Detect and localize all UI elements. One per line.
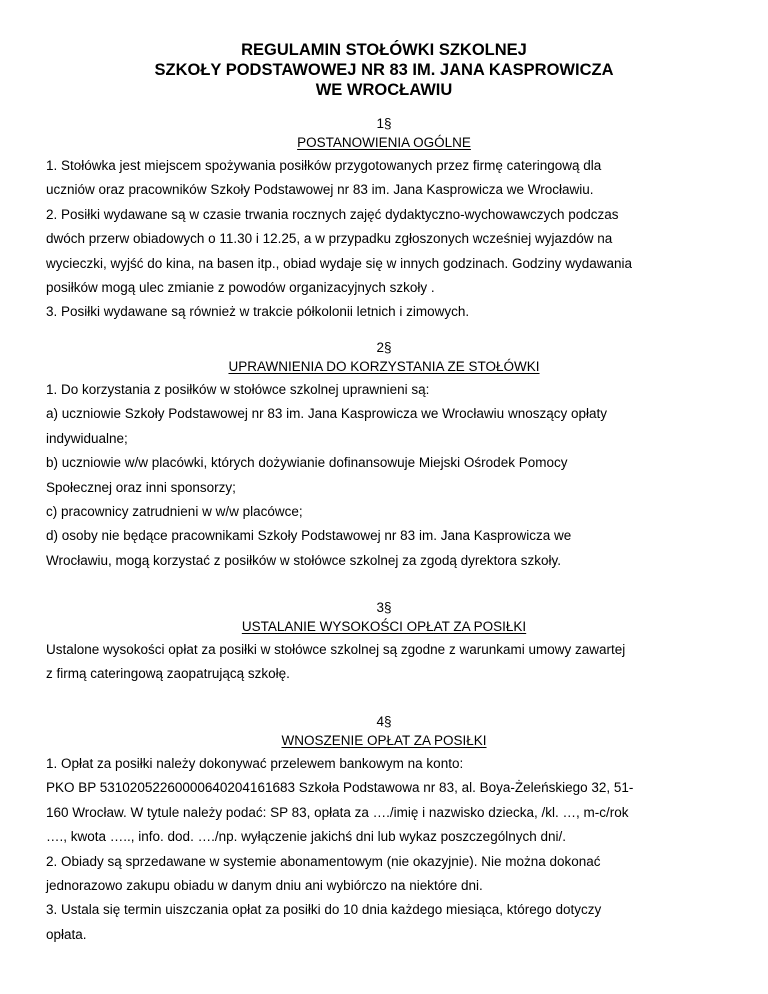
paragraph-line: z firmą cateringową zaopatrującą szkołę. bbox=[46, 666, 290, 682]
section-1 bbox=[0, 114, 768, 325]
section-body bbox=[0, 154, 768, 325]
paragraph-line: 160 Wrocław. W tytule należy podać: SP 83, opłata za …./imię i nazwisko dziecka, /kl. …, m-c/rok bbox=[46, 804, 629, 820]
paragraph-line: 3. Posiłki wydawane są również w trakcie półkolonii letnich i zimowych. bbox=[46, 304, 470, 320]
paragraph-line: d) osoby nie będące pracownikami Szkoły Podstawowej nr 83 im. Jana Kasprowicza we bbox=[46, 528, 572, 544]
section-heading bbox=[0, 133, 768, 152]
paragraph-line: PKO BP 53102052260000640204161683 Szkoła Podstawowa nr 83, al. Boya-Żeleńskiego 32, 51- bbox=[46, 780, 634, 796]
section-3 bbox=[0, 598, 768, 687]
paragraph-line: b) uczniowie w/w placówki, których dożywianie dofinansowuje Miejski Ośrodek Pomocy bbox=[46, 455, 568, 471]
paragraph-line: c) pracownicy zatrudnieni w w/w placówce; bbox=[46, 503, 303, 519]
title-line-3: WE WROCŁAWIU bbox=[315, 81, 453, 99]
section-number: 2§ bbox=[376, 340, 392, 355]
section-heading bbox=[0, 617, 768, 636]
paragraph-line: 3. Ustala się termin uiszczania opłat za posiłki do 10 dnia każdego miesiąca, którego dotyczy bbox=[46, 902, 602, 918]
section-number: 1§ bbox=[376, 116, 392, 131]
paragraph-line: opłata. bbox=[46, 926, 87, 942]
title-line-2: SZKOŁY PODSTAWOWEJ NR 83 IM. JANA KASPROWICZA bbox=[154, 61, 614, 79]
document-title bbox=[0, 40, 768, 100]
section-number: 3§ bbox=[376, 600, 392, 615]
paragraph-line: dwóch przerw obiadowych o 11.30 i 12.25, a w przypadku zgłoszonych wcześniej wyjazdów na bbox=[46, 231, 613, 247]
paragraph-line: …., kwota ….., info. dod. …./np. wyłączenie jakichś dni lub wykaz poszczególnych dni/. bbox=[46, 829, 566, 845]
section-body bbox=[0, 378, 768, 573]
paragraph-line: 2. Obiady są sprzedawane w systemie abonamentowym (nie okazyjnie). Nie można dokonać bbox=[46, 853, 601, 869]
section-heading bbox=[0, 357, 768, 376]
paragraph-line: 1. Stołówka jest miejscem spożywania posiłków przygotowanych przez firmę cateringową dla bbox=[46, 158, 602, 173]
paragraph-line: posiłków mogą ulec zmianie z powodów organizacyjnych szkoły . bbox=[46, 279, 435, 295]
paragraph-line: 1. Do korzystania z posiłków w stołówce szkolnej uprawnieni są: bbox=[46, 382, 430, 397]
section-2 bbox=[0, 338, 768, 573]
paragraph-line: Społecznej oraz inni sponsorzy; bbox=[46, 479, 236, 495]
paragraph-line: wycieczki, wyjść do kina, na basen itp., obiad wydaje się w innych godzinach. Godziny wydawania bbox=[46, 255, 633, 271]
paragraph-line: Wrocławiu, mogą korzystać z posiłków w stołówce szkolnej za zgodą dyrektora szkoły. bbox=[46, 552, 561, 568]
section-heading-text: POSTANOWIENIA OGÓLNE bbox=[297, 135, 471, 150]
paragraph-line: 1. Opłat za posiłki należy dokonywać przelewem bankowym na konto: bbox=[46, 756, 464, 771]
section-heading-text: WNOSZENIE OPŁAT ZA POSIŁKI bbox=[281, 733, 487, 748]
section-body bbox=[0, 638, 768, 687]
paragraph-line: indywidualne; bbox=[46, 430, 128, 446]
paragraph-line: jednorazowo zakupu obiadu w danym dniu ani wybiórczo na niektóre dni. bbox=[46, 877, 483, 893]
section-heading bbox=[0, 731, 768, 750]
paragraph-line: a) uczniowie Szkoły Podstawowej nr 83 im. Jana Kasprowicza we Wrocławiu wnoszący opłaty bbox=[46, 406, 607, 422]
section-heading-text: USTALANIE WYSOKOŚCI OPŁAT ZA POSIŁKI bbox=[241, 619, 527, 634]
section-number: 4§ bbox=[376, 714, 392, 729]
section-4 bbox=[0, 712, 768, 947]
title-line-1: REGULAMIN STOŁÓWKI SZKOLNEJ bbox=[241, 41, 527, 59]
paragraph-line: 2. Posiłki wydawane są w czasie trwania rocznych zajęć dydaktyczno-wychowawczych podczas bbox=[46, 206, 619, 222]
section-body bbox=[0, 752, 768, 947]
paragraph-line: uczniów oraz pracowników Szkoły Podstawowej nr 83 im. Jana Kasprowicza we Wrocławiu. bbox=[46, 182, 594, 198]
section-heading-text: UPRAWNIENIA DO KORZYSTANIA ZE STOŁÓWKI bbox=[228, 359, 540, 374]
paragraph-line: Ustalone wysokości opłat za posiłki w stołówce szkolnej są zgodne z warunkami umowy zawartej bbox=[46, 642, 626, 657]
